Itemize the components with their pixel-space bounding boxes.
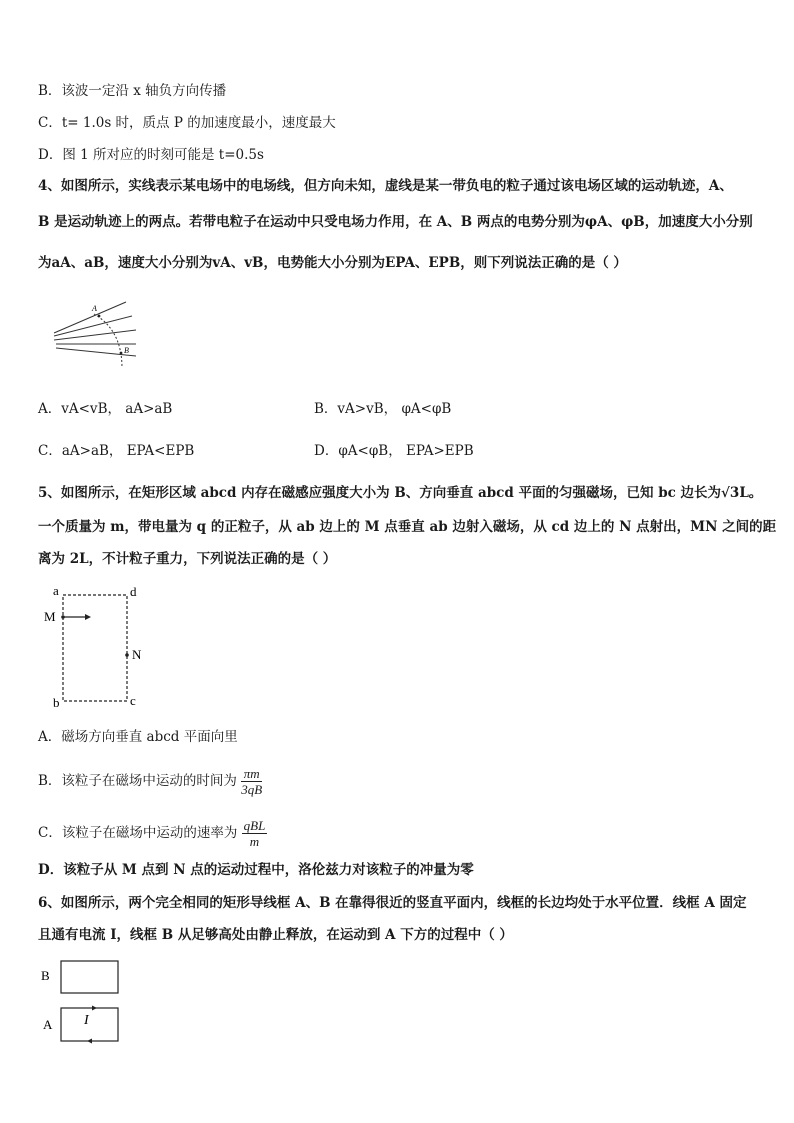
corner-b: b bbox=[53, 695, 60, 708]
corner-d: d bbox=[130, 584, 137, 599]
label-n: N bbox=[132, 647, 142, 662]
q5-stem-line3: 离为 2L，不计粒子重力，下列说法正确的是（ ） bbox=[38, 551, 337, 567]
field-rectangle bbox=[63, 595, 127, 701]
q4-option-b: B．vA>vB， φA<φB bbox=[314, 401, 452, 417]
label-m: M bbox=[44, 609, 56, 624]
point-m bbox=[61, 615, 65, 619]
fraction-denominator: m bbox=[249, 834, 260, 849]
field-line bbox=[54, 302, 126, 333]
label-current: I bbox=[84, 1013, 89, 1028]
point-n bbox=[125, 653, 129, 657]
field-line bbox=[54, 316, 132, 336]
fraction-denominator: 3qB bbox=[241, 782, 263, 797]
q4-option-d: D．φA<φB， EPA>EPB bbox=[314, 443, 474, 459]
q4-stem-line1: 4、如图所示，实线表示某电场中的电场线，但方向未知，虚线是某一带负电的粒子通过该电场区域的运动轨迹，A、 bbox=[38, 178, 733, 194]
fraction bbox=[241, 766, 262, 797]
q5-stem-line1: 5、如图所示，在矩形区域 abcd 内存在磁感应强度大小为 B、方向垂直 abcd 平面的匀强磁场，已知 bc 边长为√3L。 bbox=[38, 485, 763, 501]
label-a: A bbox=[92, 304, 97, 313]
magnetic-field-figure bbox=[38, 583, 148, 708]
field-line bbox=[54, 330, 136, 340]
q3-option-d: D．图 1 所对应的时刻可能是 t=0.5s bbox=[38, 147, 264, 163]
arrowhead bbox=[85, 614, 91, 620]
q6-stem-line1: 6、如图所示，两个完全相同的矩形导线框 A、B 在靠得很近的竖直平面内，线框的长边均处于水平位置．线框 A 固定 bbox=[38, 895, 747, 911]
point-b bbox=[120, 352, 123, 355]
q3-option-b: B．该波一定沿 x 轴负方向传播 bbox=[38, 83, 227, 99]
q5-stem-line2: 一个质量为 m，带电量为 q 的正粒子，从 ab 边上的 M 点垂直 ab 边射入磁场，从 cd 边上的 N 点射出，MN 之间的距 bbox=[38, 519, 777, 535]
q4-option-a: A．vA<vB， aA>aB bbox=[38, 401, 173, 417]
q5-option-d: D．该粒子从 M 点到 N 点的运动过程中，洛伦兹力对该粒子的冲量为零 bbox=[38, 862, 474, 878]
label-b: B bbox=[124, 346, 129, 355]
fraction-numerator: πm bbox=[241, 766, 262, 782]
fraction bbox=[242, 818, 268, 849]
arrowhead bbox=[92, 1006, 97, 1011]
q5-option-c bbox=[38, 818, 267, 849]
corner-c: c bbox=[130, 693, 136, 708]
q4-stem-line3: 为aA、aB，速度大小分别为vA、vB，电势能大小分别为EPA、EPB，则下列说法正确的是（ ） bbox=[38, 255, 627, 271]
frame-b bbox=[61, 961, 118, 993]
arrowhead bbox=[87, 1039, 92, 1044]
wire-frames-figure bbox=[38, 956, 128, 1048]
q3-option-c: C．t= 1.0s 时，质点 P 的加速度最小，速度最大 bbox=[38, 115, 336, 131]
q4-option-c: C．aA>aB， EPA<EPB bbox=[38, 443, 195, 459]
q5-option-b-text: B．该粒子在磁场中运动的时间为 bbox=[38, 773, 237, 789]
point-a bbox=[98, 315, 101, 318]
q6-stem-line2: 且通有电流 I，线框 B 从足够高处由静止释放，在运动到 A 下方的过程中（ ） bbox=[38, 927, 513, 943]
q5-option-a: A．磁场方向垂直 abcd 平面向里 bbox=[38, 729, 238, 745]
q5-option-b bbox=[38, 766, 262, 797]
electric-field-figure bbox=[50, 296, 145, 371]
q5-option-c-text: C．该粒子在磁场中运动的速率为 bbox=[38, 825, 238, 841]
label-b: B bbox=[41, 968, 50, 983]
q4-stem-line2: B 是运动轨迹上的两点。若带电粒子在运动中只受电场力作用，在 A、B 两点的电势分别为φA、φB，加速度大小分别 bbox=[38, 214, 753, 230]
frame-a bbox=[61, 1008, 118, 1041]
fraction-numerator: qBL bbox=[243, 818, 266, 833]
label-a: A bbox=[43, 1017, 53, 1032]
corner-a: a bbox=[53, 583, 59, 598]
